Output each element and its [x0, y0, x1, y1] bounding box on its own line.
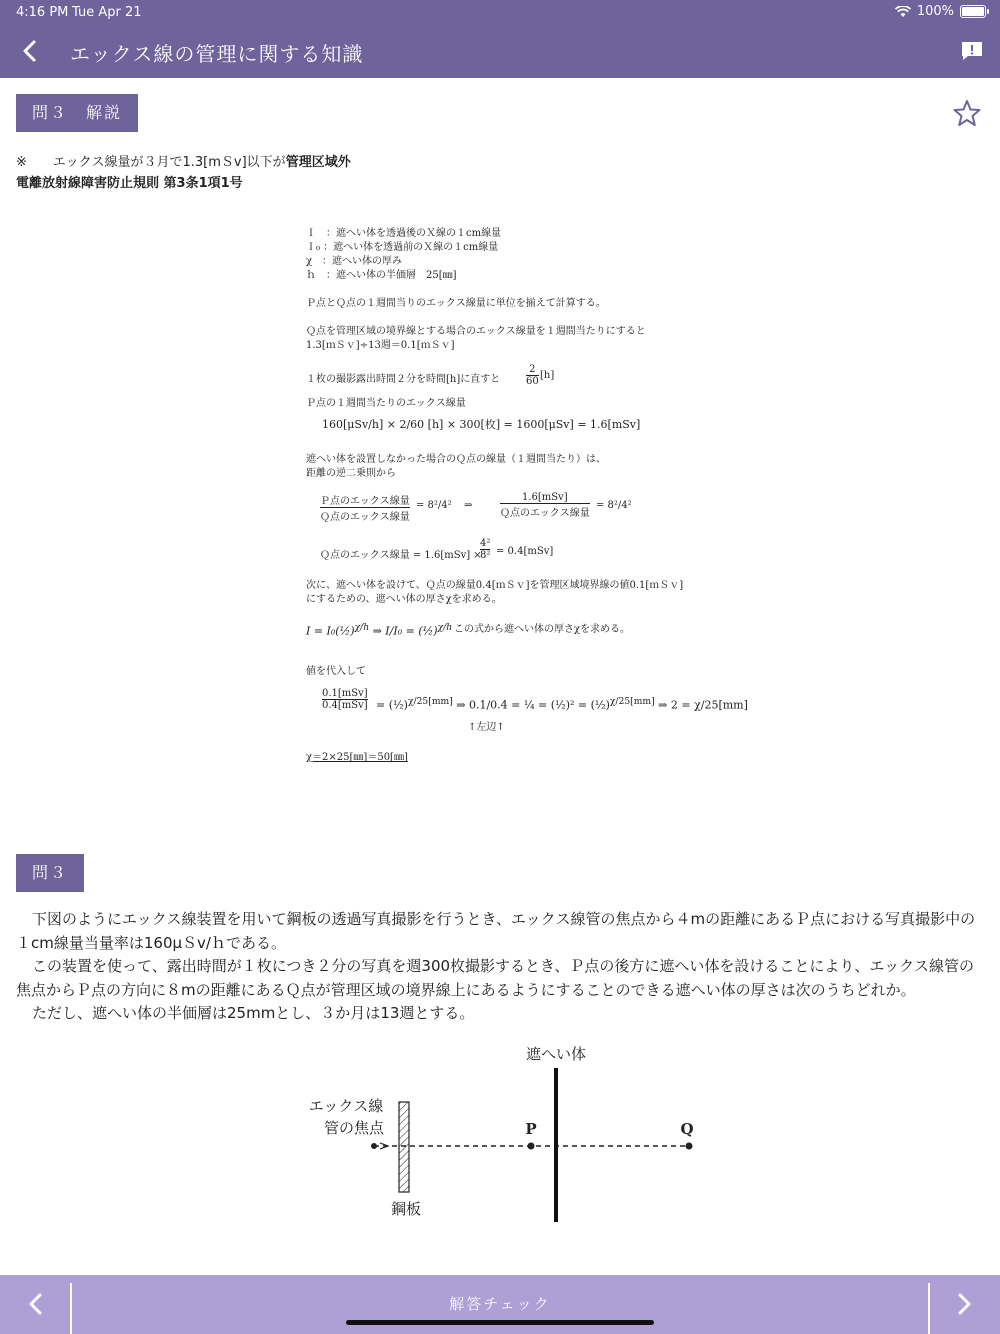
implies-arrow: ⇒: [464, 500, 473, 511]
fraction-4-8: 4² 8²: [480, 538, 491, 561]
point-q: [686, 1143, 693, 1150]
solution-step: Ｐ点とＱ点の１週間当りのエックス線量に単位を揃えて計算する。: [306, 298, 606, 309]
question-paragraph: この装置を使って、露出時間が１枚につき２分の写真を週300枚撮影するとき、Ｐ点の後方に遮へい体を設けることにより、エックス線管の焦点からＰ点の方向に８mの距離にあるＱ点が管理区域の境界線上にあるようにすることのできる遮へい体の厚さは次のうちどれか。: [16, 957, 974, 999]
ratio-fraction-2: [500, 492, 590, 519]
status-date: Tue Apr 21: [72, 5, 142, 20]
q-dose-label: Ｑ点のエックス線量: [320, 512, 410, 523]
p-dose-label: Ｐ点のエックス線量: [320, 492, 410, 508]
p-dose-value: 1.6[mSv]: [500, 492, 590, 504]
ratio-fraction: [320, 492, 410, 523]
final-answer: χ＝2×25[㎜]＝50[㎜]: [306, 752, 408, 763]
regulation-reference: 電離放射線障害防止規則 第3条1項1号: [16, 176, 243, 191]
question-paragraph: ただし、遮へい体の半価層は25mmとし、３か月は13週とする。: [32, 1004, 475, 1022]
wifi-icon: [895, 6, 911, 18]
status-bar: [0, 0, 1000, 24]
xray-focus-point: [371, 1143, 377, 1149]
explanation-tag: 問３ 解説: [16, 94, 138, 132]
def-line: Ｉ ：遮へい体を透過後のＸ線の１cm線量: [306, 228, 502, 239]
solution-step: 1.3[ｍＳｖ]÷13週＝0.1[ｍＳｖ]: [306, 340, 455, 351]
explanation-note: [16, 151, 351, 170]
point-p: [528, 1143, 535, 1150]
previous-question-button[interactable]: [0, 1275, 70, 1334]
solution-step: この式から遮へい体の厚さχを求める。: [454, 624, 631, 635]
solution-step: にするための、遮へい体の厚さχを求める。: [306, 594, 502, 605]
question-paragraph: 下図のようにエックス線装置を用いて鋼板の透過写真撮影を行うとき、エックス線管の焦点から４mの距離にあるＰ点における写真撮影中の１cm線量当量率は160μＳv/ｈである。: [16, 910, 976, 952]
solution-step: Ｑ点を管理区域の境界線とする場合のエックス線量を１週間当たりにすると: [306, 326, 646, 337]
q-dose-label-2: Ｑ点のエックス線量: [500, 508, 590, 519]
shield-label: 遮へい体: [525, 1045, 587, 1063]
fraction-2-60: 2 60: [526, 364, 539, 387]
page-title: エックス線の管理に関する知識: [70, 42, 364, 66]
note-bold: 管理区域外: [285, 155, 351, 170]
def-line: Ｉ₀ ：遮へい体を透過前のＸ線の１cm線量: [306, 242, 499, 253]
q-dose-equation-a: Ｑ点のエックス線量 = 1.6[mSv] ×: [320, 550, 482, 561]
xray-focus-label: 管の焦点: [323, 1119, 385, 1137]
favorite-star-icon[interactable]: [952, 98, 982, 128]
steel-plate-label: 鋼板: [390, 1200, 422, 1218]
next-question-button[interactable]: [930, 1275, 1000, 1334]
q-dose-equation-b: = 0.4[mSv]: [496, 546, 554, 557]
status-time: 4:16 PM: [16, 5, 69, 20]
attenuation-formula: I = I₀(½)$^{\chi/h}$ ⇒ I/I₀ = (½)$^{\chi/h}$: [306, 622, 453, 638]
def-line: ｈ ：遮へい体の半価層 25[㎜]: [306, 270, 457, 281]
weekly-dose-equation: 160[μSv/h] × 2/60 [h] × 300[枚] = 1600[μSv] = 1.6[mSv]: [322, 418, 641, 431]
solution-step: Ｐ点の１週間当たりのエックス線量: [306, 398, 466, 409]
back-button[interactable]: [16, 36, 44, 66]
nav-bar: [0, 24, 1000, 78]
point-q-label: Q: [680, 1120, 694, 1138]
def-line: χ ：遮へい体の厚み: [306, 256, 403, 267]
ratio-equals-2: = 8²/4²: [596, 500, 632, 511]
solution-step: 遮へい体を設置しなかった場合のＱ点の線量（１週間当たり）は、: [306, 454, 606, 465]
solution-step: 次に、遮へい体を設けて、Ｑ点の線量0.4[ｍＳｖ]を管理区域境界線の値0.1[ｍＳｖ]: [306, 580, 684, 591]
question-text: [16, 908, 986, 1026]
battery-icon: [960, 5, 986, 18]
steel-plate: [399, 1102, 409, 1192]
substitution-fraction: 0.1[mSv] 0.4[mSv]: [322, 688, 368, 711]
battery-percent: 100%: [916, 4, 954, 19]
question-tag: 問３: [16, 854, 84, 892]
bottom-bar: [0, 1275, 1000, 1334]
solution-step: 距離の逆二乗則から: [306, 468, 396, 479]
left-side-note: ↑左辺↑: [468, 722, 505, 733]
substitution-chain: = (½)$^{\chi/25[mm]}$ ⇒ 0.1/0.4 = ¼ = (½)² = (½)$^{\chi/25[mm]}$ ⇒ 2 = χ/25[mm]: [376, 696, 748, 712]
point-p-label: P: [525, 1120, 537, 1138]
report-button[interactable]: [960, 39, 984, 63]
hour-unit: [h]: [540, 370, 555, 381]
xray-tube-label: エックス線: [308, 1097, 384, 1115]
answer-check-button[interactable]: 解答チェック: [449, 1295, 551, 1313]
ratio-equals: = 8²/4²: [416, 500, 452, 511]
solution-step: 値を代入して: [306, 666, 366, 677]
home-indicator: [346, 1320, 654, 1325]
note-text: ※ エックス線量が３月で1.3[mＳv]以下が: [16, 155, 286, 170]
setup-diagram: [300, 1040, 720, 1230]
solution-step: １枚の撮影露出時間２分を時間[h]に直すと: [306, 374, 501, 385]
